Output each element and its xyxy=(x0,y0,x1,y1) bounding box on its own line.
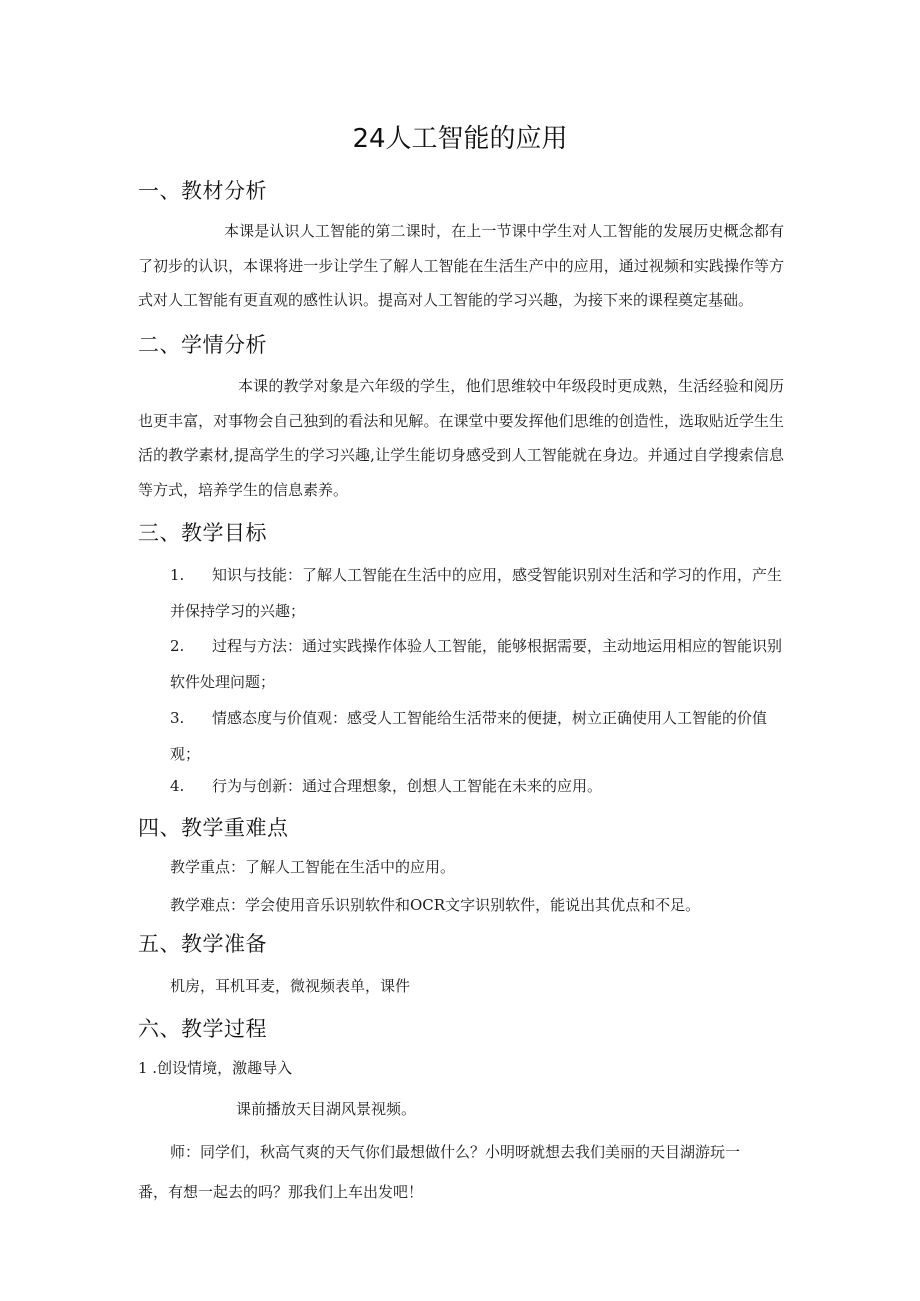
goal-item xyxy=(170,700,784,772)
teacher-dialogue-line: 番，有想一起去的吗？那我们上车出发吧！ xyxy=(138,1183,424,1201)
teacher-dialogue-line: 师：同学们，秋高气爽的天气你们最想做什么？小明呀就想去我们美丽的天目湖游玩一 xyxy=(170,1143,741,1161)
section-heading-key-difficult-points: 四、教学重难点 xyxy=(138,816,289,840)
goal-text: 过程与方法：通过实践操作体验人工智能，能够根据需要，主动地运用相应的智能识别软件处理问题； xyxy=(170,637,783,691)
goal-item xyxy=(170,557,784,629)
document-title: 24人工智能的应用 xyxy=(352,124,568,154)
section-heading-preparation: 五、教学准备 xyxy=(138,932,267,956)
goal-item xyxy=(170,628,784,700)
section-heading-textbook-analysis: 一、教材分析 xyxy=(138,179,267,203)
section-heading-teaching-goals: 三、教学目标 xyxy=(138,521,267,545)
section-heading-teaching-process: 六、教学过程 xyxy=(138,1017,267,1041)
goal-text: 行为与创新：通过合理想象，创想人工智能在未来的应用。 xyxy=(212,777,603,795)
preparation-line: 机房，耳机耳麦，微视频表单，课件 xyxy=(170,977,411,995)
goal-number: 3. xyxy=(170,709,185,727)
goal-number: 4. xyxy=(170,777,185,795)
goal-text: 情感态度与价值观：感受人工智能给生活带来的便捷，树立正确使用人工智能的价值观； xyxy=(170,709,768,763)
section-heading-student-analysis: 二、学情分析 xyxy=(138,333,267,357)
key-point-line: 教学重点：了解人工智能在生活中的应用。 xyxy=(170,858,456,876)
paragraph-student-analysis: 本课的教学对象是六年级的学生，他们思维较中年级段时更成熟，生活经验和阅历也更丰富，对事物会自己独到的看法和见解。在课堂中要发挥他们思维的创造性，选取贴近学生生活的教学素材,提高学生的学习兴趣,让学生能切身感受到人工智能就在身边。并通过自学搜索信息等方式，培养学生的信息素养。 xyxy=(138,377,784,499)
process-step-1: 1 .创设情境，激趣导入 xyxy=(138,1059,293,1077)
paragraph-textbook-analysis: 本课是认识人工智能的第二课时，在上一节课中学生对人工智能的发展历史概念都有了初步的认识，本课将进一步让学生了解人工智能在生活生产中的应用，通过视频和实践操作等方式对人工智能有更直观的感性认识。提高对人工智能的学习兴趣，为接下来的课程奠定基础。 xyxy=(138,222,784,309)
goal-text: 知识与技能：了解人工智能在生活中的应用，感受智能识别对生活和学习的作用，产生并保持学习的兴趣； xyxy=(170,566,783,620)
process-step-1-note: 课前播放天目湖风景视频。 xyxy=(236,1100,417,1118)
goal-number: 1. xyxy=(170,566,185,584)
goal-number: 2. xyxy=(170,637,185,655)
difficulty-line: 教学难点：学会使用音乐识别软件和OCR文字识别软件，能说出其优点和不足。 xyxy=(170,896,701,914)
goal-item xyxy=(170,768,784,804)
